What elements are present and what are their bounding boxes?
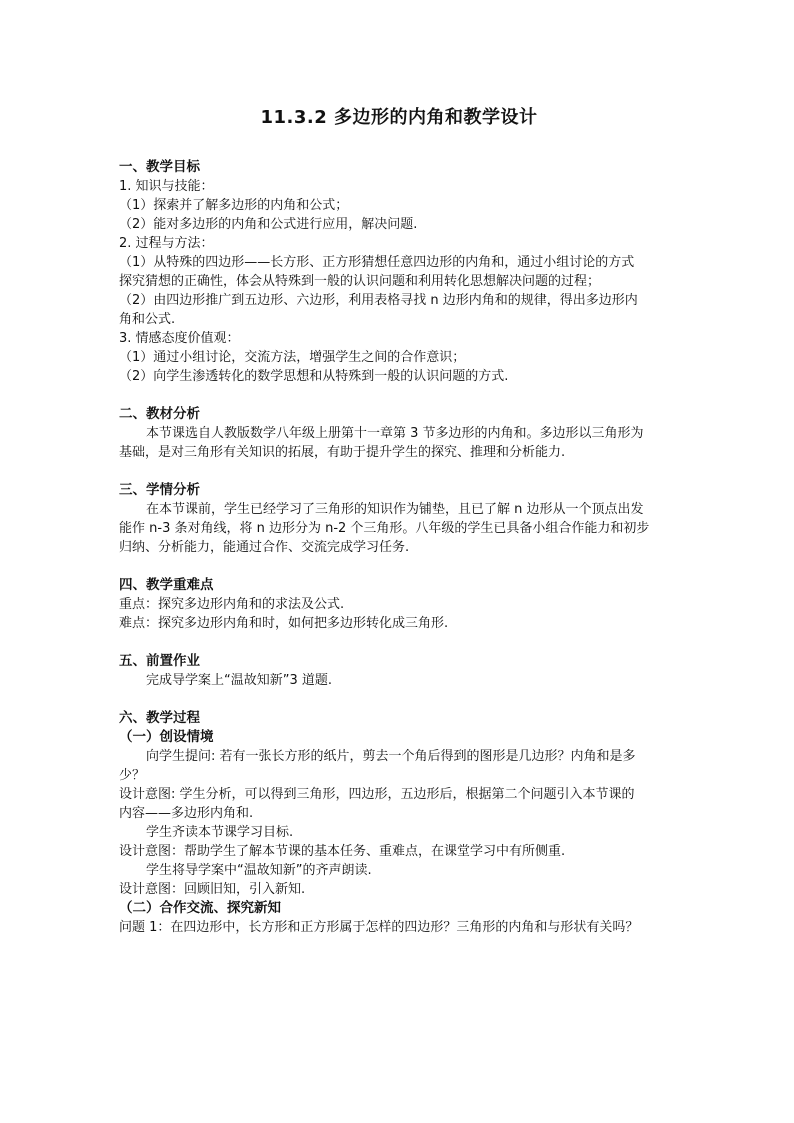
subsection-heading: （一）创设情境	[119, 729, 214, 745]
text-line: 向学生提问: 若有一张长方形的纸片，剪去一个角后得到的图形是几边形？内角和是多	[146, 749, 636, 764]
text-line: 内容——多边形内角和.	[119, 806, 254, 821]
document-title: 11.3.2 多边形的内角和教学设计	[260, 107, 538, 128]
text-line: 设计意图：帮助学生了解本节课的基本任务、重难点，在课堂学习中有所侧重.	[119, 844, 566, 859]
text-line: 在本节课前，学生已经学习了三角形的知识作为铺垫，且已了解 n 边形从一个顶点出发	[146, 502, 644, 517]
text-line: 重点：探究多边形内角和的求法及公式.	[119, 597, 345, 612]
subsection-heading: （二）合作交流、探究新知	[119, 900, 281, 916]
document-page	[119, 104, 679, 937]
text-line: 难点：探究多边形内角和时，如何把多边形转化成三角形.	[119, 616, 449, 631]
text-line: 本节课选自人教版数学八年级上册第十一章第 3 节多边形的内角和。多边形以三角形为	[146, 426, 644, 441]
spacer	[119, 690, 679, 709]
section-heading: 六、教学过程	[119, 710, 200, 726]
section-material-analysis	[119, 405, 679, 462]
section-heading: 四、教学重难点	[119, 577, 214, 593]
text-line: （2）由四边形推广到五边形、六边形，利用表格寻找 n 边形内角和的规律，得出多边形内	[119, 293, 638, 308]
text-line: 问题 1：在四边形中，长方形和正方形属于怎样的四边形？三角形的内角和与形状有关吗？	[119, 920, 639, 935]
section-student-analysis	[119, 481, 679, 557]
text-line: （1）从特殊的四边形——长方形、正方形猜想任意四边形的内角和，通过小组讨论的方式	[119, 255, 635, 270]
text-line: 角和公式.	[119, 312, 176, 327]
text-line: 探究猜想的正确性，体会从特殊到一般的认识问题和利用转化思想解决问题的过程；	[119, 274, 601, 289]
text-line: （1）通过小组讨论，交流方法，增强学生之间的合作意识；	[119, 350, 466, 365]
spacer	[119, 386, 679, 405]
section-heading: 二、教材分析	[119, 406, 200, 422]
section-teaching-objectives	[119, 158, 679, 386]
text-line: 设计意图: 学生分析，可以得到三角形，四边形，五边形后，根据第二个问题引入本节课的	[119, 787, 635, 802]
text-line: 3. 情感态度价值观：	[119, 331, 240, 346]
text-line: 少？	[119, 768, 146, 783]
section-heading: 五、前置作业	[119, 653, 200, 669]
section-key-points	[119, 576, 679, 633]
text-line: 2. 过程与方法：	[119, 236, 214, 251]
text-line: （2）能对多边形的内角和公式进行应用，解决问题.	[119, 217, 418, 232]
spacer	[119, 462, 679, 481]
spacer	[119, 633, 679, 652]
section-teaching-process	[119, 709, 679, 937]
text-line: 学生齐读本节课学习目标.	[146, 825, 294, 840]
text-line: 学生将导学案中“温故知新”的齐声朗读.	[146, 863, 372, 878]
section-preview-homework	[119, 652, 679, 690]
text-line: （1）探索并了解多边形的内角和公式；	[119, 198, 349, 213]
spacer	[119, 557, 679, 576]
section-heading: 一、教学目标	[119, 159, 200, 175]
text-line: 1. 知识与技能：	[119, 179, 214, 194]
text-line: （2）向学生渗透转化的数学思想和从特殊到一般的认识问题的方式.	[119, 369, 509, 384]
text-line: 设计意图：回顾旧知，引入新知.	[119, 882, 306, 897]
text-line: 归纳、分析能力，能通过合作、交流完成学习任务.	[119, 540, 410, 555]
section-heading: 三、学情分析	[119, 482, 200, 498]
text-line: 完成导学案上“温故知新”3 道题.	[146, 673, 333, 688]
text-line: 基础，是对三角形有关知识的拓展，有助于提升学生的探究、推理和分析能力.	[119, 445, 566, 460]
text-line: 能作 n-3 条对角线，将 n 边形分为 n-2 个三角形。八年级的学生已具备小组合作能力和初步	[119, 521, 650, 536]
